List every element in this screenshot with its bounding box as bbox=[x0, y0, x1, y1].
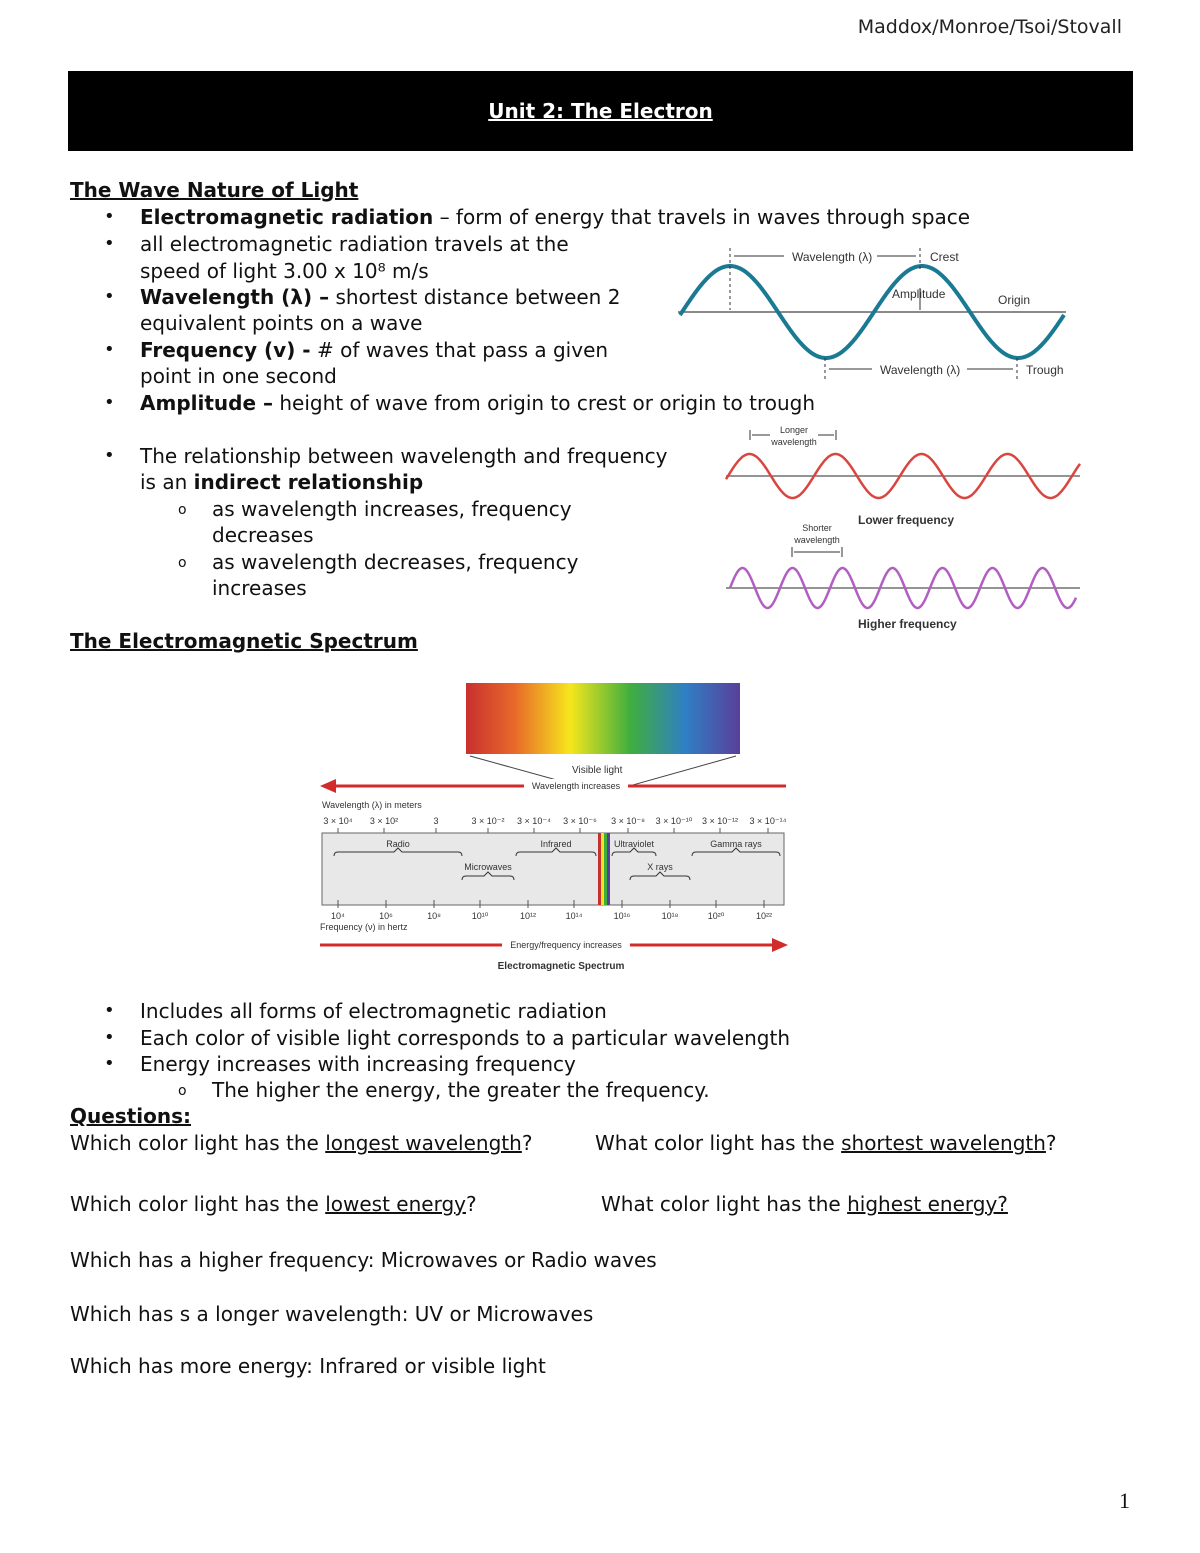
bullet-energy-frequency: Energy increases with increasing frequency bbox=[140, 1052, 576, 1076]
em-spectrum-diagram bbox=[316, 680, 792, 975]
bullet-relationship-line1: The relationship between wavelength and frequency bbox=[140, 444, 668, 468]
bullet-speed-line2: speed of light 3.00 x 10⁸ m/s bbox=[140, 259, 429, 283]
q2-suffix: ? bbox=[1045, 1131, 1057, 1155]
wavelength-tick-label: 3 × 10⁻¹⁴ bbox=[749, 816, 787, 826]
frequency-tick-label: 10²² bbox=[755, 911, 773, 921]
q1-prefix: Which color light has the bbox=[70, 1131, 326, 1155]
term-amplitude: Amplitude – bbox=[140, 391, 273, 415]
question-longest-wavelength bbox=[70, 1131, 532, 1155]
visible-strip-yellow bbox=[601, 833, 604, 905]
visible-strip-green bbox=[604, 833, 607, 905]
spectrum-caption: Electromagnetic Spectrum bbox=[497, 961, 625, 972]
bullet-icon: • bbox=[104, 1000, 115, 1021]
visible-light-label: Visible light bbox=[572, 765, 623, 776]
bullet-all-forms: Includes all forms of electromagnetic radiation bbox=[140, 999, 607, 1023]
bullet-wavelength-line2: equivalent points on a wave bbox=[140, 311, 423, 335]
region-ultraviolet: Ultraviolet bbox=[613, 839, 655, 849]
sub-bullet-increase-line1: as wavelength increases, frequency bbox=[212, 497, 572, 521]
sub-bullet-icon: o bbox=[178, 1083, 187, 1099]
wavelength-increases-label: Wavelength increases bbox=[531, 781, 621, 791]
sub-bullet-icon: o bbox=[178, 555, 187, 571]
frequency-tick-label: 10⁴ bbox=[331, 911, 345, 921]
def-amplitude: height of wave from origin to crest or origin to trough bbox=[273, 391, 816, 415]
page-number: 1 bbox=[1119, 1488, 1130, 1513]
questions-heading: Questions: bbox=[70, 1104, 192, 1128]
frequency-tick-label: 10¹⁶ bbox=[613, 911, 631, 921]
frequency-tick-label: 10⁸ bbox=[427, 911, 441, 921]
bullet-icon: • bbox=[104, 392, 115, 413]
wavelength-tick-label: 3 bbox=[433, 816, 439, 826]
sub-bullet-icon: o bbox=[178, 502, 187, 518]
question-longer-wavelength: Which has s a longer wavelength: UV or Microwaves bbox=[70, 1302, 594, 1326]
bullet-icon: • bbox=[104, 233, 115, 254]
frequency-hertz-label: Frequency (ν) in hertz bbox=[320, 922, 408, 932]
higher-frequency-label: Higher frequency bbox=[858, 617, 957, 631]
question-higher-frequency: Which has a higher frequency: Microwaves or Radio waves bbox=[70, 1248, 657, 1272]
trough-label: Trough bbox=[1026, 363, 1064, 377]
bullet-em-radiation bbox=[140, 204, 970, 230]
bullet-relationship-line2 bbox=[140, 469, 423, 495]
region-microwaves: Microwaves bbox=[464, 862, 512, 872]
wavelength-ticks bbox=[323, 816, 786, 833]
shorter-label-2: wavelength bbox=[794, 535, 840, 545]
crest-label: Crest bbox=[930, 250, 959, 264]
wavelength-tick-label: 3 × 10⁻⁸ bbox=[611, 816, 645, 826]
origin-label: Origin bbox=[998, 293, 1031, 307]
authors-header: Maddox/Monroe/Tsoi/Stovall bbox=[857, 16, 1122, 38]
def-wavelength: shortest distance between 2 bbox=[329, 285, 621, 309]
q4-prefix: What color light has the bbox=[601, 1192, 848, 1216]
def-frequency: # of waves that pass a given bbox=[310, 338, 609, 362]
visible-strip-red bbox=[598, 833, 601, 905]
bullet-speed-line1: all electromagnetic radiation travels at the bbox=[140, 232, 569, 256]
q3-suffix: ? bbox=[465, 1192, 477, 1216]
bullet-amplitude bbox=[140, 390, 815, 416]
q2-underlined: shortest wavelength bbox=[841, 1131, 1046, 1155]
bullet-frequency bbox=[140, 337, 608, 363]
title-banner bbox=[68, 71, 1133, 151]
visible-strip-violet bbox=[607, 833, 610, 905]
energy-increases-label: Energy/frequency increases bbox=[510, 940, 622, 950]
question-more-energy: Which has more energy: Infrared or visible light bbox=[70, 1354, 546, 1378]
section-heading-em-spectrum: The Electromagnetic Spectrum bbox=[70, 629, 418, 653]
bullet-wavelength bbox=[140, 284, 620, 310]
region-radio: Radio bbox=[386, 839, 410, 849]
bullet-frequency-line2: point in one second bbox=[140, 364, 337, 388]
term-indirect-relationship: indirect relationship bbox=[193, 470, 424, 494]
q3-prefix: Which color light has the bbox=[70, 1192, 326, 1216]
region-gamma: Gamma rays bbox=[710, 839, 762, 849]
wavelength-tick-label: 3 × 10⁻¹² bbox=[701, 816, 739, 826]
frequency-tick-label: 10⁶ bbox=[379, 911, 393, 921]
visible-spectrum-band bbox=[466, 683, 740, 754]
section-heading-wave-nature: The Wave Nature of Light bbox=[70, 178, 359, 202]
wavelength-top-label: Wavelength (λ) bbox=[792, 250, 873, 264]
relationship-prefix: is an bbox=[140, 470, 194, 494]
bullet-icon: • bbox=[104, 339, 115, 360]
wave-anatomy-diagram bbox=[672, 240, 1072, 380]
wavelength-tick-label: 3 × 10⁻² bbox=[471, 816, 505, 826]
wavelength-bottom-label: Wavelength (λ) bbox=[880, 363, 961, 377]
frequency-tick-label: 10¹⁴ bbox=[565, 911, 583, 921]
term-frequency: Frequency (v) - bbox=[140, 338, 311, 362]
bullet-icon: • bbox=[104, 206, 115, 227]
question-highest-energy bbox=[601, 1192, 1008, 1216]
sub-bullet-higher-energy: The higher the energy, the greater the frequency. bbox=[212, 1078, 710, 1102]
def-em-radiation: – form of energy that travels in waves through space bbox=[433, 205, 971, 229]
question-lowest-energy bbox=[70, 1192, 477, 1216]
wavelength-tick-label: 3 × 10² bbox=[369, 816, 399, 826]
q2-prefix: What color light has the bbox=[595, 1131, 842, 1155]
wavelength-tick-label: 3 × 10⁻⁴ bbox=[517, 816, 551, 826]
sub-bullet-decrease-line1: as wavelength decreases, frequency bbox=[212, 550, 579, 574]
longer-label-1: Longer bbox=[779, 425, 809, 435]
longer-label-2: wavelength bbox=[771, 437, 817, 447]
frequency-comparison-diagram bbox=[722, 420, 1084, 636]
bullet-icon: • bbox=[104, 1053, 115, 1074]
lower-frequency-label: Lower frequency bbox=[858, 513, 955, 527]
q1-suffix: ? bbox=[521, 1131, 533, 1155]
term-wavelength: Wavelength (λ) – bbox=[140, 285, 330, 309]
energy-arrow-head bbox=[772, 938, 788, 952]
bullet-icon: • bbox=[104, 1027, 115, 1048]
wavelength-tick-label: 3 × 10⁻¹⁰ bbox=[655, 816, 693, 826]
wavelength-tick-label: 3 × 10⁻⁶ bbox=[563, 816, 597, 826]
amplitude-label: Amplitude bbox=[892, 287, 946, 301]
bullet-icon: • bbox=[104, 286, 115, 307]
q4-underlined: highest energy? bbox=[847, 1192, 1008, 1216]
term-em-radiation: Electromagnetic radiation bbox=[140, 205, 434, 229]
wavelength-tick-label: 3 × 10⁴ bbox=[323, 816, 353, 826]
frequency-tick-label: 10¹⁰ bbox=[471, 911, 489, 921]
sub-bullet-decrease-line2: increases bbox=[212, 576, 307, 600]
bullet-icon: • bbox=[104, 445, 115, 466]
region-xrays: X rays bbox=[647, 862, 673, 872]
frequency-tick-label: 10¹² bbox=[519, 911, 537, 921]
frequency-tick-label: 10²⁰ bbox=[707, 911, 725, 921]
wavelength-arrow-head bbox=[320, 779, 336, 793]
wavelength-meters-label: Wavelength (λ) in meters bbox=[322, 800, 422, 810]
unit-title: Unit 2: The Electron bbox=[488, 99, 713, 123]
q3-underlined: lowest energy bbox=[325, 1192, 466, 1216]
bullet-color-wavelength: Each color of visible light corresponds to a particular wavelength bbox=[140, 1026, 791, 1050]
shorter-label-1: Shorter bbox=[802, 523, 832, 533]
q1-underlined: longest wavelength bbox=[325, 1131, 522, 1155]
question-shortest-wavelength bbox=[595, 1131, 1057, 1155]
sub-bullet-increase-line2: decreases bbox=[212, 523, 314, 547]
frequency-tick-label: 10¹⁸ bbox=[661, 911, 679, 921]
region-infrared: Infrared bbox=[540, 839, 572, 849]
